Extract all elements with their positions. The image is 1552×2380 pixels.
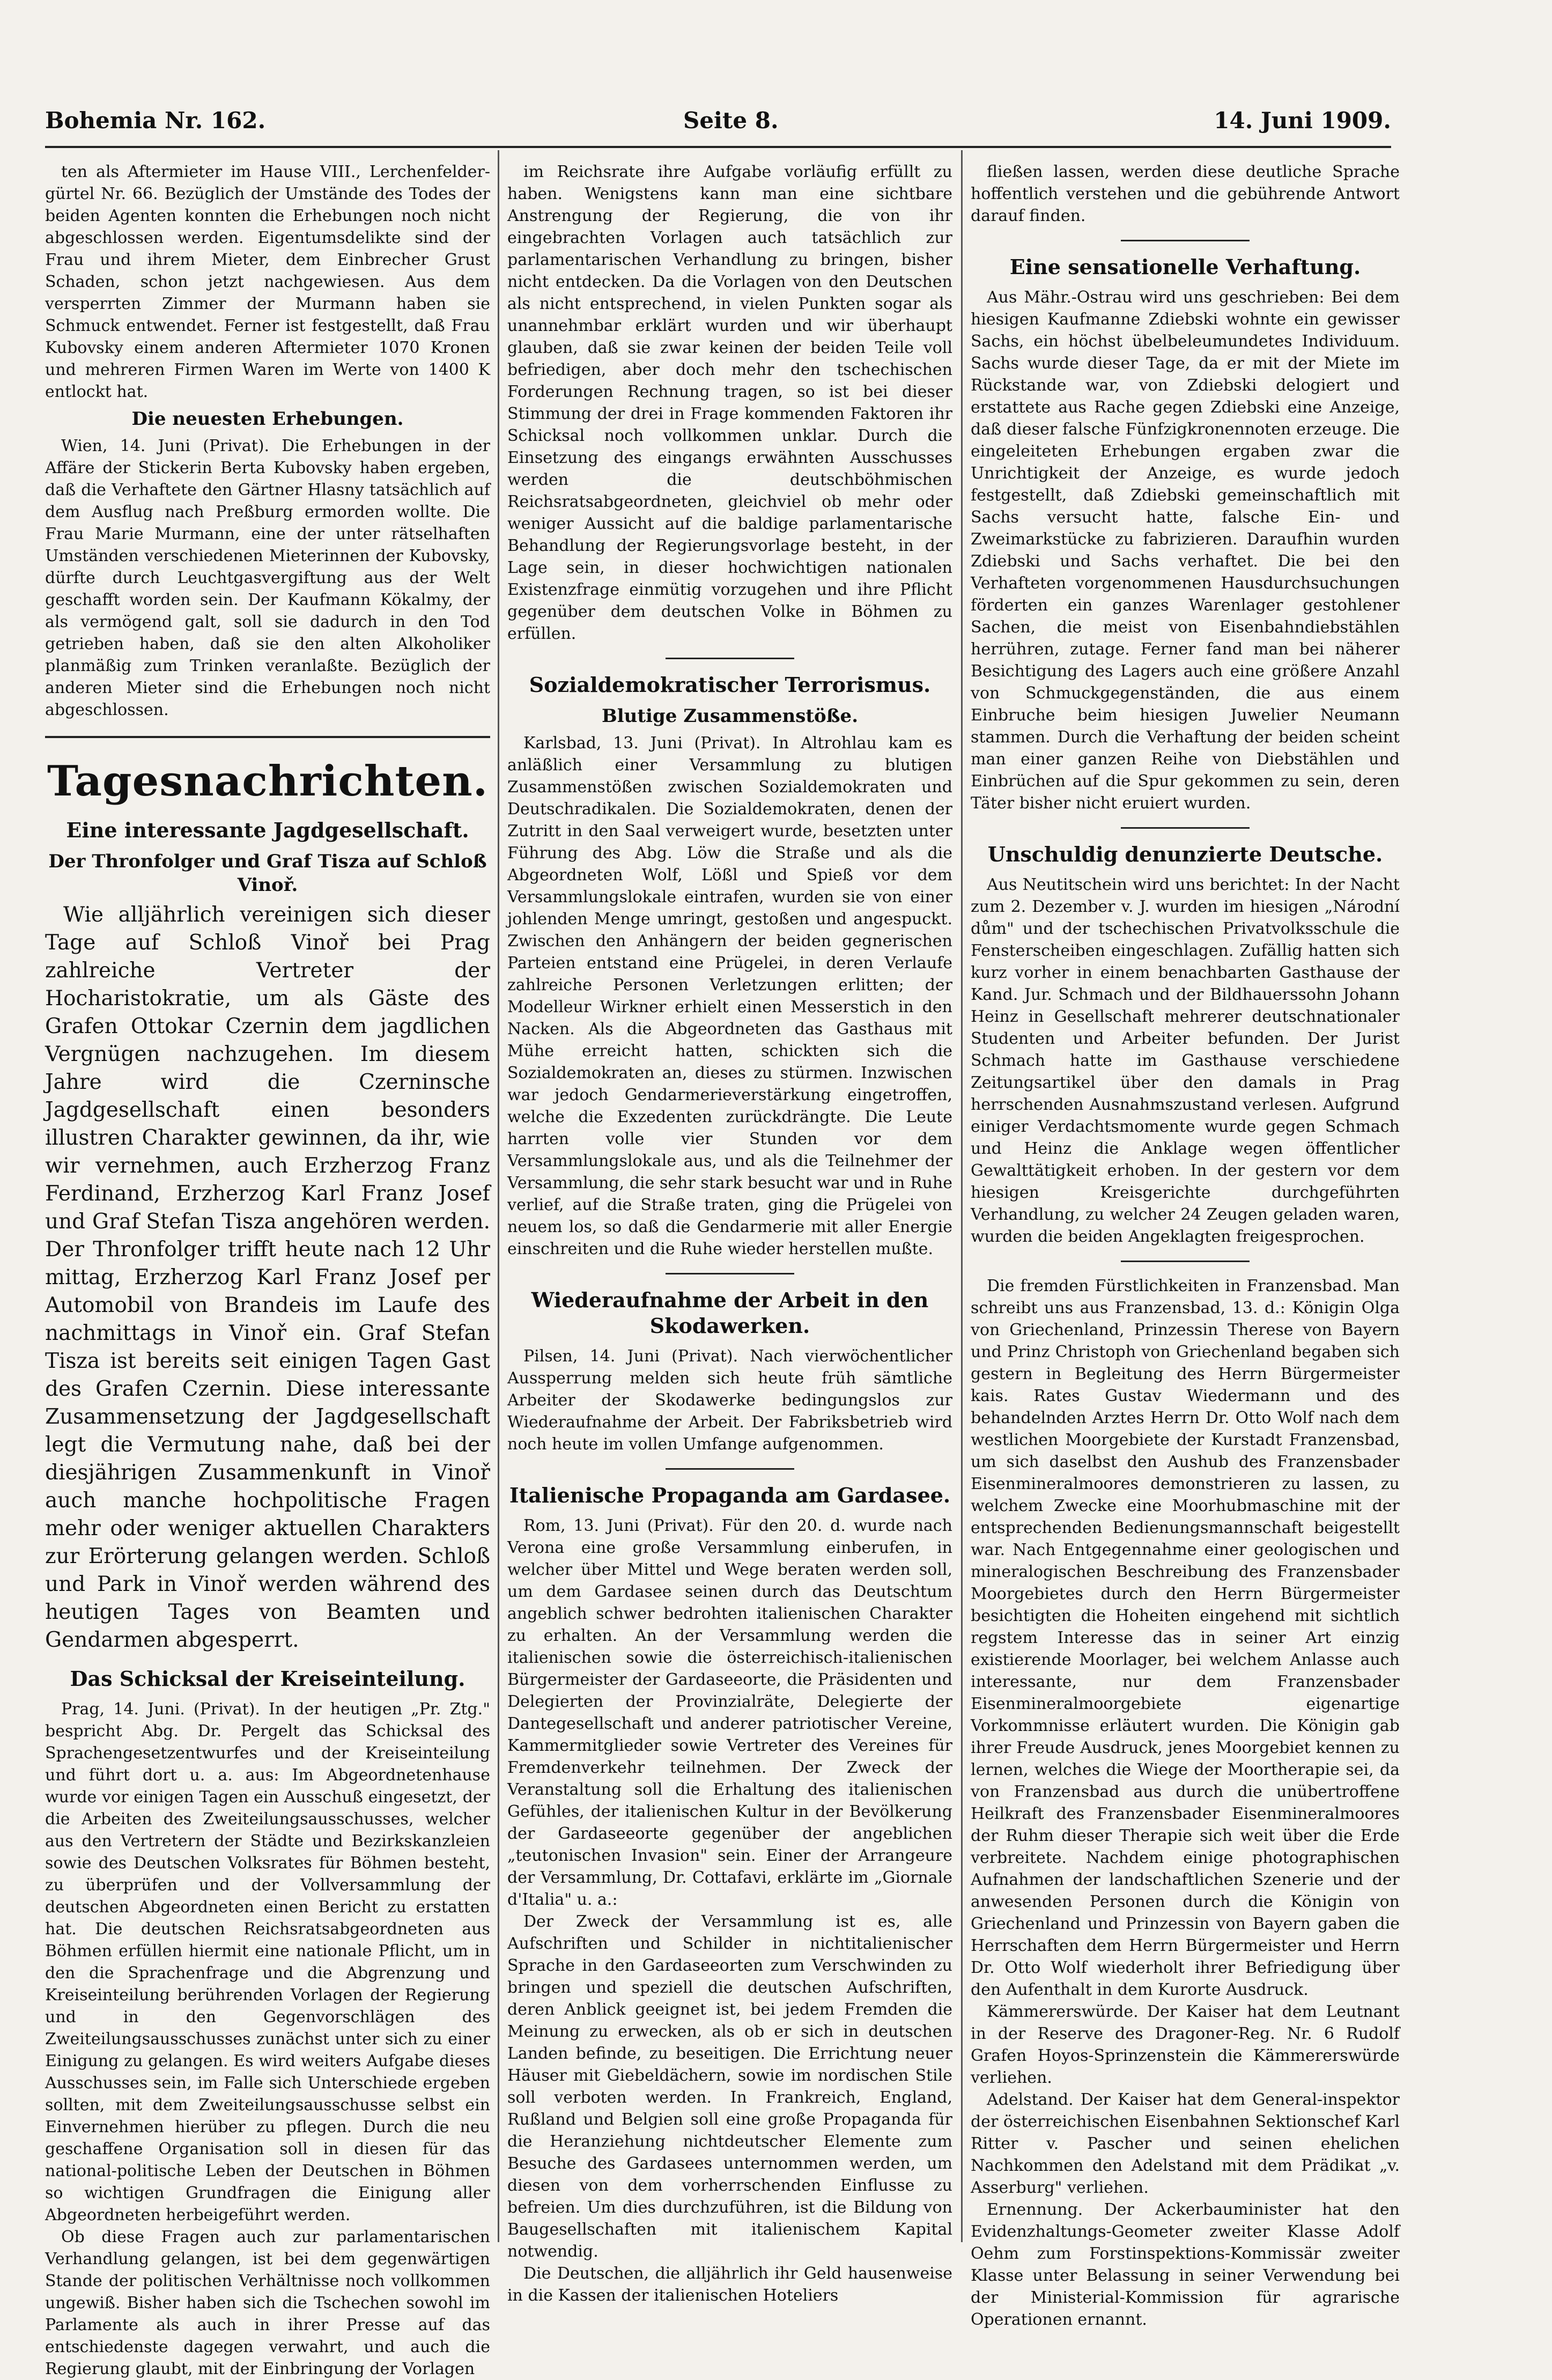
column-divider: [961, 150, 963, 2242]
article-subheading: Blutige Zusammenstöße.: [601, 705, 859, 727]
article-paragraph: Ob diese Fragen auch zur parlamentarischen Verhandlung gelangen, ist bei dem gegenwärtigen Stande der politischen Verhältnisse noch vollkommen ungewiß. Bisher haben sich die Tschechen sowohl im Parlamente als auch in ihrer Presse auf das entschiedenste dagegen verwahrt, und auch die Regierung glaubt, mit der Einbringung der Vorlagen: [45, 2228, 490, 2378]
article-divider: [1121, 827, 1250, 829]
article-paragraph: Prag, 14. Juni. (Privat). In der heutigen „Pr. Ztg." bespricht Abg. Dr. Pergelt das Schicksal des Sprachengesetzentwurfes und der Kreiseinteilung und führt dort u. a. aus: Im Abgeordnetenhause wurde vor einigen Tagen ein Ausschuß eingesetzt, der die Arbeiten des Zweiteilungsausschusses, welcher aus den Vertretern der Städte und Bezirkskanzleien sowie des Deutschen Volksrates für Böhmen besteht, zu überprüfen und der Vollversammlung der deutschen Abgeordneten einen Bericht zu erstatten hat. Die deutschen Reichsratsabgeordneten aus Böhmen erfüllen hiermit eine nationale Pflicht, um in den die Sprachenfrage und die Abgrenzung und Kreiseinteilung berührenden Vorlagen der Regierung und in den Gegenvorschlägen des Zweiteilungsausschusses zunächst unter sich zu einer Einigung zu gelangen. Es wird weiters Aufgabe dieses Ausschusses sein, im Falle sich Unterschiede ergeben sollten, mit dem Zweiteilungsausschusse selbst ein Einvernehmen hierüber zu pflegen. Durch die neu geschaffene Organisation soll in diesen für das national-politische Leben der Deutschen in Böhmen so wichtigen Grundfragen die Einigung aller Abgeordneten herbeigeführt werden.: [45, 1700, 490, 2224]
article-continuation: ten als Aftermieter im Hause VIII., Lerchenfelder-gürtel Nr. 66. Bezüglich der Umstände des Todes der beiden Agenten konnten die Erhebungen noch nicht abgeschlossen werden. Eigentumsdelikte sind der Frau und ihrem Mieter, dem Einbrecher Grust Schaden, schon jetzt nachgewiesen. Aus dem versperrten Zimmer der Murmann haben sie Schmuck entwendet. Ferner ist festgestellt, daß Frau Kubovsky einem anderen Aftermieter 1070 Kronen und mehreren Firmen Waren im Werte von 1400 K entlockt hat.: [45, 163, 490, 401]
article-heading: Italienische Propaganda am Gardasee.: [509, 1483, 951, 1507]
article-divider: [1121, 1261, 1250, 1262]
article-divider: [666, 658, 794, 659]
article-divider: [1121, 240, 1250, 241]
column-1: [45, 161, 490, 2378]
article-heading: Wiederaufnahme der Arbeit in den Skodawerken.: [531, 1288, 929, 1338]
column-divider: [498, 150, 499, 2242]
article-heading: Eine sensationelle Verhaftung.: [1009, 255, 1361, 279]
article-paragraph: Pilsen, 14. Juni (Privat). Nach vierwöchentlicher Aussperrung melden sich heute früh sämtliche Arbeiter der Skodawerke bedingungslos zur Wiederaufnahme der Arbeit. Der Fabriksbetrieb wird noch heute im vollen Umfange aufgenommen.: [507, 1347, 952, 1454]
article-paragraph: Wien, 14. Juni (Privat). Die Erhebungen in der Affäre der Stickerin Berta Kubovsky haben ergeben, daß die Verhaftete den Gärtner Hlasny tatsächlich auf dem Ausflug nach Preßburg ermorden wollte. Die Frau Marie Murmann, eine der unter rätselhaften Umständen verschiedenen Mieterinnen der Kubovsky, dürfte durch Leuchtgasvergiftung aus der Welt geschafft worden sein. Der Kaufmann Kökalmy, der als vermögend galt, soll sie dadurch in den Tod getrieben haben, daß sie den alten Alkoholiker planmäßig zum Trinken veranlaßte. Bezüglich der anderen Mieter sind die Erhebungen noch nicht abgeschlossen.: [45, 437, 490, 719]
article-paragraph: Aus Mähr.-Ostrau wird uns geschrieben: Bei dem hiesigen Kaufmanne Zdiebski wohnte ein gewisser Sachs, ein höchst übelbeleumundetes Individuum. Sachs wurde dieser Tage, da er mit der Miete im Rückstande war, von Zdiebski delogiert und erstattete aus Rache gegen Zdiebski eine Anzeige, daß dieser falsche Fünfzigkronennoten erzeuge. Die eingeleiteten Erhebungen ergaben zwar die Unrichtigkeit der Anzeige, es wurde jedoch festgestellt, daß Zdiebski gemeinschaftlich mit Sachs versucht hatte, falsche Ein- und Zweimarkstücke zu fabrizieren. Daraufhin wurden Zdiebski und Sachs verhaftet. Die bei den Verhafteten vorgenommenen Hausdurchsuchungen förderten ein ganzes Warenlager gestohlener Sachen, die meist von Eisenbahndiebstählen herrühren, zutage. Ferner fand man bei näherer Besichtigung des Lagers auch eine größere Anzahl von Schmuckgegenständen, die aus einem Einbruche beim hiesigen Juwelier Neumann stammen. Durch die Verhaftung der beiden scheint man einer ganzen Reihe von Diebstählen und Einbrüchen auf die Spur gekommen zu sein, deren Täter bisher nicht eruiert wurden.: [971, 288, 1400, 813]
article-paragraph: Aus Neutitschein wird uns berichtet: In der Nacht zum 2. Dezember v. J. wurden im hiesigen „Národní dům" und der tschechischen Privatvolksschule die Fensterscheiben eingeschlagen. Zufällig hatten sich kurz vorher in einem benachbarten Gasthause der Kand. Jur. Schmach und der Bildhauerssohn Johann Heinz in Gesellschaft mehrerer deutschnationaler Studenten und Arbeiter befunden. Der Jurist Schmach hatte im Gasthause verschiedene Zeitungsartikel über den damals in Prag herrschenden Ausnahmszustand verlesen. Aufgrund einiger Verdachtsmomente wurde gegen Schmach und Heinz die Anklage wegen öffentlicher Gewalttätigkeit erhoben. In der gestern vor dem hiesigen Kreisgerichte durchgeführten Verhandlung, zu welcher 24 Zeugen geladen waren, wurden die beiden Angeklagten freigesprochen.: [971, 875, 1400, 1246]
article-subheading: Der Thronfolger und Graf Tisza auf Schloß Vinoř.: [48, 851, 487, 896]
column-3: [971, 161, 1400, 2329]
article-continuation: im Reichsrate ihre Aufgabe vorläufig erfüllt zu haben. Wenigstens kann man eine sichtbare Anstrengung der Regierung, die von ihr eingebrachten Vorlagen auch tatsächlich zur parlamentarischen Verhandlung zu bringen, bisher nicht entdecken. Da die Vorlagen von den Deutschen als nicht entsprechend, in vielen Punkten sogar als unannehmbar erklärt wurden und wir überhaupt glauben, daß sie zwar keinen der beiden Teile voll befriedigen, aber doch mehr den tschechischen Forderungen Rechnung tragen, so ist bei dieser Stimmung der drei in Frage kommenden Faktoren ihr Schicksal noch vollkommen unklar. Durch die Einsetzung des eingangs erwähnten Ausschusses werden die deutschböhmischen Reichsratsabgeordneten, gleichviel ob mehr oder weniger Aussicht auf die baldige parlamentarische Behandlung der Regierungsvorlage besteht, in der Lage sein, in dieser hochwichtigen nationalen Existenzfrage einmütig vorzugehen und ihre Pflicht gegenüber dem deutschen Volke in Böhmen zu erfüllen.: [507, 163, 952, 643]
article-divider: [666, 1273, 794, 1274]
header-rule: [45, 146, 1391, 148]
section-title: Tagesnachrichten.: [47, 757, 489, 806]
article-heading: Eine interessante Jagdgesellschaft.: [66, 818, 469, 842]
article-heading: Unschuldig denunzierte Deutsche.: [987, 842, 1383, 866]
article-paragraph: Karlsbad, 13. Juni (Privat). In Altrohlau kam es anläßlich einer Versammlung zu blutigen Zusammenstößen zwischen Sozialdemokraten und Deutschradikalen. Die Sozialdemokraten, denen der Zutritt in den Saal verweigert wurde, besetzten unter Führung des Abg. Löw die Straße und als die Abgeordneten Wolf, Lößl und Spieß vor dem Versammlungslokale eintrafen, wurden sie von einer johlenden Menge umringt, gestoßen und angespuckt. Zwischen den Anhängern der beiden gegnerischen Parteien entstand eine Prügelei, in deren Verlaufe zahlreiche Personen Verletzungen erlitten; der Modelleur Wirkner erhielt einen Messerstich in den Nacken. Als die Abgeordneten das Gasthaus mit Mühe erreicht hatten, schickten sich die Sozialdemokraten an, dieses zu stürmen. Inzwischen war jedoch Gendarmerieverstärkung eingetroffen, welche die Exzedenten zurückdrängte. Die Leute harrten volle vier Stunden vor dem Versammlungslokale aus, und als die Teilnehmer der Versammlung, die sehr stark besucht war und in Ruhe verlief, auf die Straße traten, ging die Prügelei von neuem los, so daß die Gendarmerie mit aller Energie einschreiten und die Ruhe wieder herstellen mußte.: [507, 734, 952, 1258]
article-heading: Das Schicksal der Kreiseinteilung.: [70, 1667, 465, 1691]
section-divider: [45, 736, 490, 738]
article-heading: Sozialdemokratischer Terrorismus.: [529, 673, 931, 697]
article-paragraph: Die fremden Fürstlichkeiten in Franzensbad. Man schreibt uns aus Franzensbad, 13. d.: Königin Olga von Griechenland, Prinzessin Therese von Bayern und Prinz Christoph von Griechenland begaben sich gestern in Begleitung des Herrn Bürgermeister kais. Rates Gustav Wiedermann und des behandelnden Arztes Herrn Dr. Otto Wolf nach dem westlichen Moorgebiete der Kurstadt Franzensbad, um sich daselbst den Aushub des Franzensbader Eisenmineralmoores demonstrieren zu lassen, zu welchem Zwecke eine Moorhubmaschine mit der entsprechenden Bedienungsmannschaft beigestellt war. Nach Entgegennahme einer geologischen und mineralogischen Beschreibung des Franzensbader Moorgebietes durch den Herrn Bürgermeister besichtigten die Hoheiten eingehend mit sichtlich regstem Interesse das in seiner Art einzig existierende Moorlager, bei welchem Anlasse auch interessante, nur dem Franzensbader Eisenmineralmoorgebiete eigenartige Vorkommnisse erläutert wurden. Die Königin gab ihrer Freude Ausdruck, jenes Moorgebiet kennen zu lernen, welches die Wiege der Moortherapie sei, da von Franzensbad aus durch die unübertroffene Heilkraft des Franzensbader Eisenmineralmoores der Ruhm dieser Therapie sich weit über die Erde verbreitete. Nachdem einige photographischen Aufnahmen der landschaftlichen Szenerie und der anwesenden Personen durch die Königin von Griechenland und Prinzessin von Bayern gaben die Herrschaften dem Herrn Bürgermeister und Herrn Dr. Otto Wolf wiederholt ihrer Befriedigung über den Aufenthalt in dem Kurorte Ausdruck.: [971, 1277, 1400, 1999]
article-continuation: fließen lassen, werden diese deutliche Sprache hoffentlich verstehen und die gebührende Antwort darauf finden.: [971, 163, 1400, 225]
article-paragraph: Rom, 13. Juni (Privat). Für den 20. d. wurde nach Verona eine große Versammlung einberufen, in welcher über Mittel und Wege beraten werden soll, um dem Gardasee seinen durch das Deutschtum angeblich schwer bedrohten italienischen Charakter zu erhalten. An der Versammlung werden die italienischen sowie die österreichisch-italienischen Bürgermeister der Gardaseeorte, die Präsidenten und Delegierten der Provinzialräte, Delegierte der Dantegesellschaft und anderer patriotischer Vereine, Kammermitglieder sowie Vertreter des Vereines für Fremdenverkehr teilnehmen. Der Zweck der Veranstaltung soll die Erhaltung des italienischen Gefühles, der italienischen Kultur in der Bevölkerung der Gardaseeorte gegenüber der angeblichen „teutonischen Invasion" sein. Einer der Arrangeure der Versammlung, Dr. Cottafavi, erklärte im „Giornale d'Italia" u. a.:: [507, 1516, 952, 1909]
article-paragraph: Adelstand. Der Kaiser hat dem General-inspektor der österreichischen Eisenbahnen Sektionschef Karl Ritter v. Pascher und seinen ehelichen Nachkommen den Adelstand mit dem Prädikat „v. Asserburg" verliehen.: [971, 2090, 1400, 2197]
article-paragraph: Der Zweck der Versammlung ist es, alle Aufschriften und Schilder in nichtitalienischer Sprache in den Gardaseeorten zum Verschwinden zu bringen und speziell die deutschen Aufschriften, deren Anblick geeignet ist, bei jedem Fremden die Meinung zu erwecken, als ob er sich in deutschen Landen befinde, zu beseitigen. Die Errichtung neuer Häuser mit Giebeldächern, sowie im nordischen Stile soll verboten werden. In Frankreich, England, Rußland und Belgien soll eine große Propaganda für die Heranziehung nichtdeutscher Elemente zum Besuche des Gardasees unternommen werden, um diesen von dem vorherrschenden Einflusse zu befreien. Um dies durchzuführen, ist die Bildung von Baugesellschaften mit italienischem Kapital notwendig.: [507, 1912, 952, 2261]
page-number: Seite 8.: [683, 107, 779, 134]
issue-date: 14. Juni 1909.: [1214, 107, 1391, 134]
article-paragraph: Kämmererswürde. Der Kaiser hat dem Leutnant in der Reserve des Dragoner-Reg. Nr. 6 Rudolf Grafen Hoyos-Sprinzenstein die Kämmererswürde verliehen.: [971, 2002, 1400, 2087]
page-header: [45, 107, 1391, 150]
article-divider: [666, 1468, 794, 1470]
article-paragraph: Wie alljährlich vereinigen sich dieser Tage auf Schloß Vinoř bei Prag zahlreiche Vertreter der Hocharistokratie, um als Gäste des Grafen Ottokar Czernin dem jagdlichen Vergnügen nachzugehen. Im diesem Jahre wird die Czerninsche Jagdgesellschaft einen besonders illustren Charakter gewinnen, da ihr, wie wir vernehmen, auch Erzherzog Franz Ferdinand, Erzherzog Karl Franz Josef und Graf Stefan Tisza angehören werden. Der Thronfolger trifft heute nach 12 Uhr mittag, Erzherzog Karl Franz Josef per Automobil von Brandeis im Laufe des nachmittags in Vinoř ein. Graf Stefan Tisza ist bereits seit einigen Tagen Gast des Grafen Czernin. Diese interessante Zusammensetzung der Jagdgesellschaft legt die Vermutung nahe, daß bei der diesjährigen Zusammenkunft in Vinoř auch manche hochpolitische Fragen mehr oder weniger aktuellen Charakters zur Erörterung gelangen werden. Schloß und Park in Vinoř werden während des heutigen Tages von Beamten und Gendarmen abgesperrt.: [45, 903, 490, 1652]
article-paragraph: Ernennung. Der Ackerbauminister hat den Evidenzhaltungs-Geometer zweiter Klasse Adolf Oehm zum Forstinspektions-Kommissär zweiter Klasse unter Belassung in seiner Verwendung bei der Ministerial-Kommission für agrarische Operationen ernannt.: [971, 2200, 1400, 2329]
article-paragraph: Die Deutschen, die alljährlich ihr Geld hausenweise in die Kassen der italienischen Hoteliers: [507, 2264, 952, 2305]
column-2: [507, 161, 952, 2305]
issue-number: Bohemia Nr. 162.: [45, 107, 266, 134]
subheading: Die neuesten Erhebungen.: [131, 408, 404, 430]
